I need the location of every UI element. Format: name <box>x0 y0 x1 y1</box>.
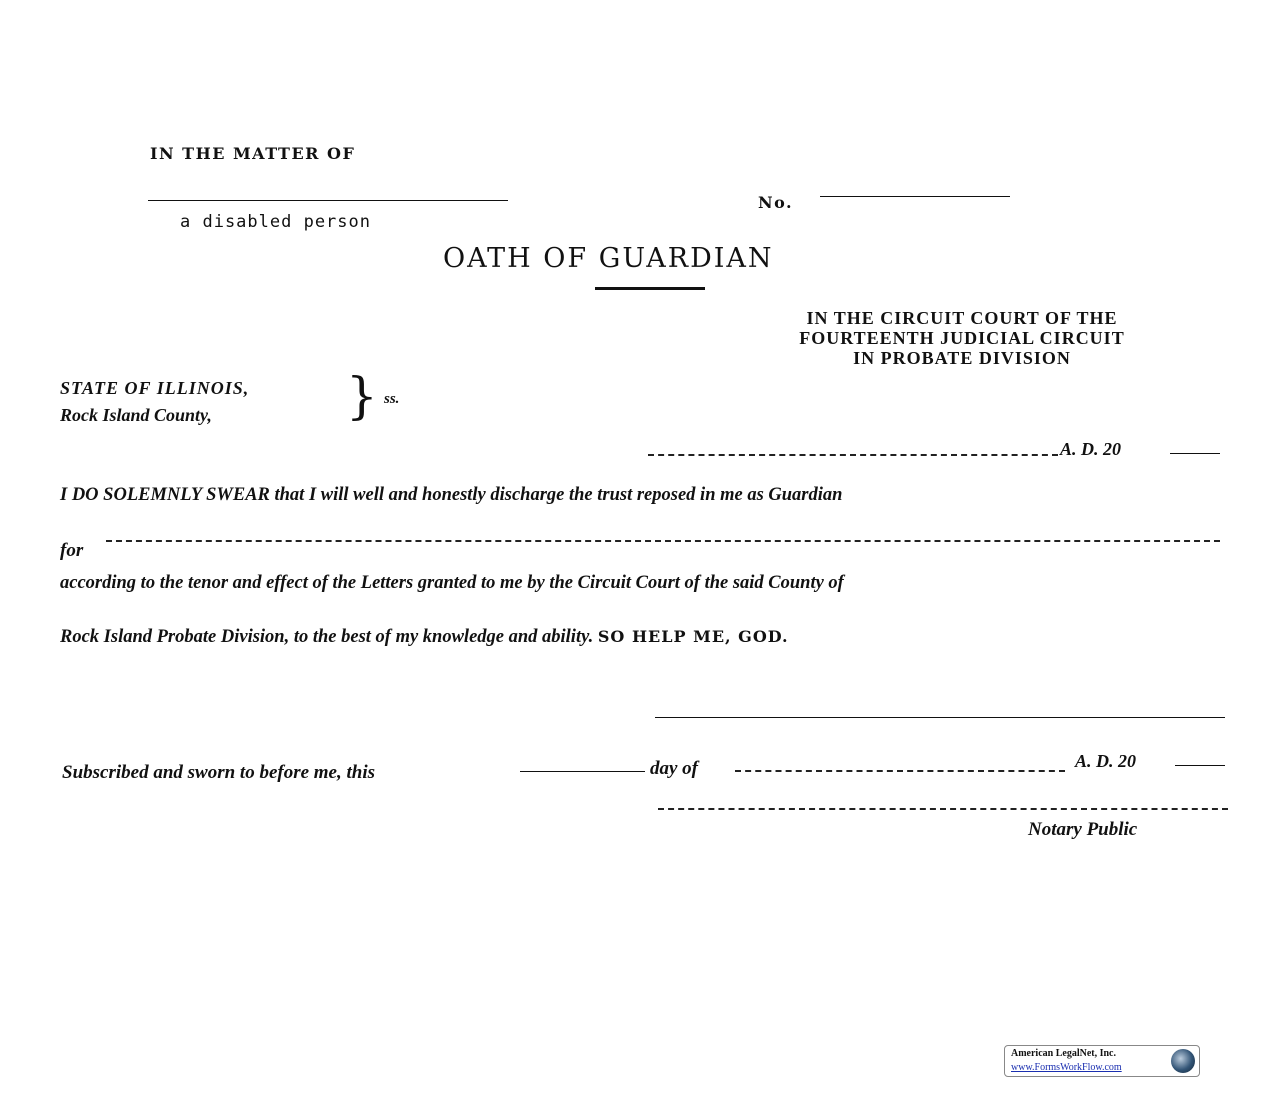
globe-icon <box>1171 1049 1195 1073</box>
notary-signature-line[interactable] <box>658 808 1228 810</box>
case-no-label: No. <box>758 193 794 212</box>
oath-line-1: I DO SOLEMNLY SWEAR that I will well and honestly discharge the trust reposed in me as Guardian <box>60 485 843 505</box>
court-line-1: IN THE CIRCUIT COURT OF THE <box>806 308 1118 328</box>
court-caption <box>742 308 1182 368</box>
jurat-subscribed: Subscribed and sworn to before me, this <box>62 762 376 783</box>
respondent-name-line[interactable] <box>148 200 508 201</box>
logo-company: American LegalNet, Inc. <box>1011 1048 1116 1059</box>
logo-url[interactable]: www.FormsWorkFlow.com <box>1011 1062 1122 1073</box>
court-line-2: FOURTEENTH JUDICIAL CIRCUIT <box>799 328 1125 348</box>
oath-line-3: according to the tenor and effect of the Letters granted to me by the Circuit Court of the said County of <box>60 573 844 593</box>
jurat-ad: A. D. 20 <box>1075 751 1137 771</box>
jurat-year-line[interactable] <box>1175 765 1225 766</box>
notary-public-label: Notary Public <box>1028 819 1138 840</box>
in-the-matter-of: IN THE MATTER OF <box>150 144 356 163</box>
disabled-person-label: a disabled person <box>180 212 371 232</box>
venue-ss: ss. <box>384 391 400 407</box>
guardian-signature-line[interactable] <box>655 717 1225 718</box>
jurat-month-line[interactable] <box>735 770 1065 772</box>
american-legalnet-logo[interactable] <box>1004 1045 1200 1077</box>
oath-line-4a: Rock Island Probate Division, to the best of my knowledge and ability. <box>60 627 594 647</box>
jurat-day-of: day of <box>650 758 699 779</box>
date-line[interactable] <box>648 454 1058 456</box>
ward-name-line[interactable] <box>106 540 1220 542</box>
jurat-day-line[interactable] <box>520 771 645 772</box>
venue-state: STATE OF ILLINOIS, <box>60 378 250 398</box>
oath-for-label: for <box>60 540 84 561</box>
court-line-3: IN PROBATE DIVISION <box>853 348 1071 368</box>
oath-line-4 <box>60 626 789 648</box>
document-title: OATH OF GUARDIAN <box>443 243 774 274</box>
brace-icon: } <box>346 367 378 425</box>
date-year-line[interactable] <box>1170 453 1220 454</box>
date-ad: A. D. 20 <box>1060 439 1122 459</box>
case-no-line[interactable] <box>820 196 1010 197</box>
oath-line-4b: SO HELP ME, GOD. <box>597 627 789 646</box>
venue-county: Rock Island County, <box>60 405 212 425</box>
title-underline <box>595 287 705 290</box>
